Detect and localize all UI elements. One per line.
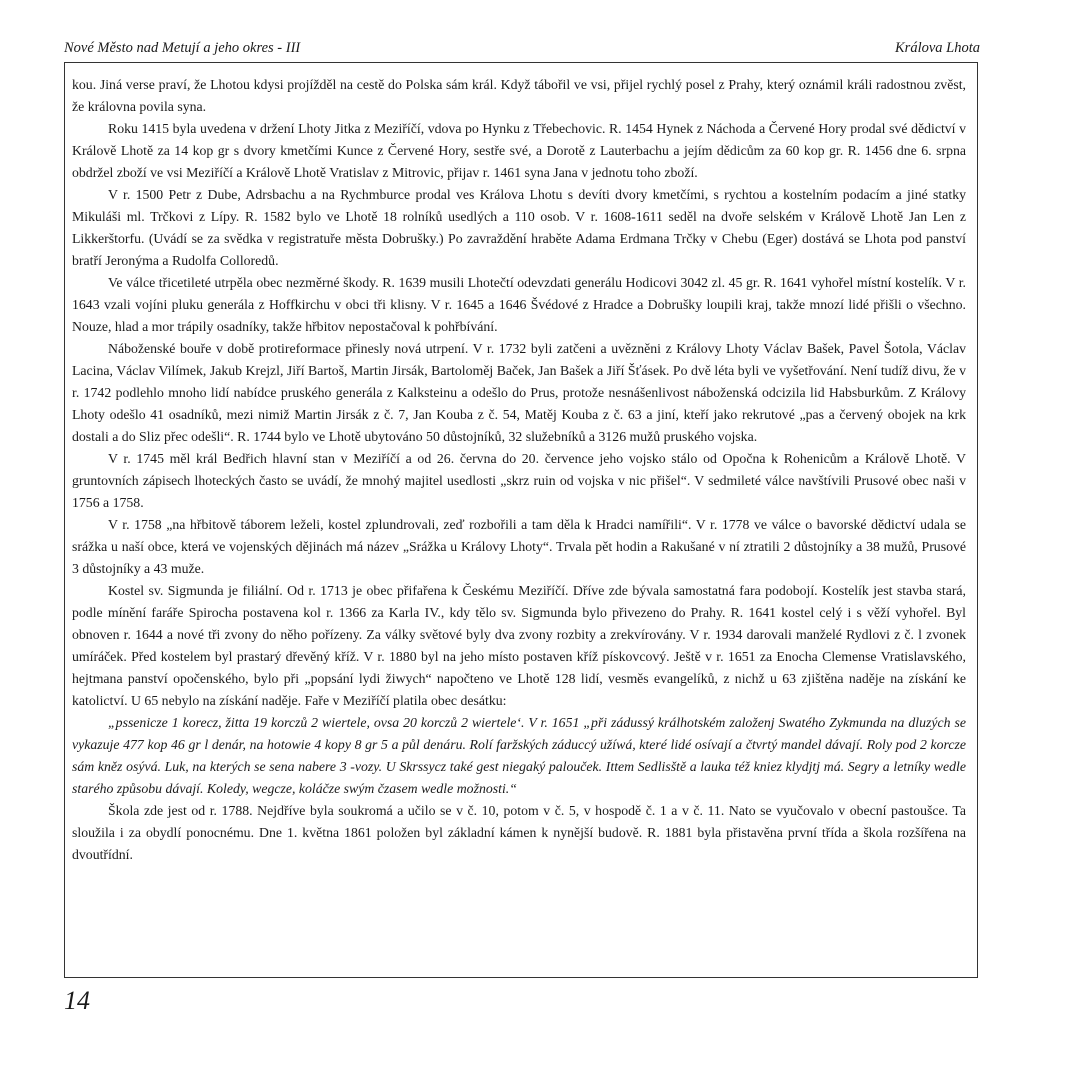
running-header-right: Králova Lhota [895,40,980,56]
paragraph: V r. 1500 Petr z Dube, Adrsbachu a na Rychmburce prodal ves Králova Lhotu s devíti dvory kmetčími, s rychtou a kostelním podacím a jiné statky Mikuláši ml. Trčkovi z Lípy. R. 1582 bylo ve Lhotě 18 rolníků usedlých a 110 osob. V r. 1608-1611 seděl na dvoře selském v Králově Lhotě Jan Len z Likkerštorfu. (Uvádí se za svědka v registratuře města Dobrušky.) Po zavraždění hraběte Adama Erdmana Trčky v Chebu (Eger) dostává se Lhota pod panství bratří Jeronýma a Rudolfa Colloredů. [72,187,966,268]
paragraph: Ve válce třicetileté utrpěla obec nezměrné škody. R. 1639 musili Lhotečtí odevzdati generálu Hodicovi 3042 zl. 45 gr. R. 1641 vyhořel místní kostelík. V r. 1643 vzali vojíni pluku generála z Hoffkirchu v obci tři klisny. V r. 1645 a 1646 Švédové z Hradce a Dobrušky loupili kraj, takže mnozí lidé přišli o všechno. Nouze, hlad a mor trápily osadníky, takže hřbitov nepostačoval k pohřbívání. [72,275,966,334]
page-number: 14 [64,986,90,1015]
paragraph: Náboženské bouře v době protireformace přinesly nová utrpení. V r. 1732 byli zatčeni a uvězněni z Královy Lhoty Václav Bašek, Pavel Šotola, Václav Lacina, Václav Vilímek, Jakub Krejzl, Jiří Bartoš, Martin Jirsák, Bartoloměj Baček, Jan Bašek a Jiří Šťásek. Po dvě léta byli ve vyšetřování. Není tudíž divu, že v r. 1742 podlehlo mnoho lidí nabídce pruského generála z Kalksteinu a odešlo do Prus, protože nesnášenlivost náboženská odcizila lid Habsburkům. Z Královy Lhoty odešlo 41 osadníků, mezi nimiž Martin Jirsák z č. 7, Jan Kouba z č. 54, Matěj Kouba z č. 63 a jiní, kteří jako rekrutové „pas a červený obojek na krk dostali a do Sliz přec odešli“. R. 1744 bylo ve Lhotě ubytováno 50 důstojníků, 32 služebníků a 3126 mužů pruského vojska. [72,341,966,444]
paragraph-continuation: kou. Jiná verse praví, že Lhotou kdysi projížděl na cestě do Polska sám král. Když tábořil ve vsi, přijel rychlý posel z Prahy, který oznámil králi radostnou zvěst, že královna povila syna. [72,77,966,114]
paragraph: Roku 1415 byla uvedena v držení Lhoty Jitka z Meziříčí, vdova po Hynku z Třebechovic. R. 1454 Hynek z Náchoda a Červené Hory prodal své dědictví v Králově Lhotě za 14 kop gr s dvory kmetčími Kunce z Červené Hory, sestře své, a Dorotě z Lauterbachu a jejím dědicům za 60 kop gr. R. 1456 dne 6. srpna obdržel zboží ve vsi Meziříčí a Králově Lhotě Vratislav z Mitrovic, přijav r. 1461 syna Jana v jednotu toho zboží. [72,121,966,180]
paragraph: V r. 1758 „na hřbitově táborem leželi, kostel zplundrovali, zeď rozbořili a tam děla k Hradci namířili“. V r. 1778 ve válce o bavorské dědictví udala se srážka u naší obce, která ve vojenských dějinách má název „Srážka u Královy Lhoty“. Trvala pět hodin a Rakušané v ní ztratili 2 důstojníky a 38 mužů, Prusové 3 důstojníky a 43 muže. [72,517,966,576]
running-header-left: Nové Město nad Metují a jeho okres - III [64,40,301,56]
paragraph: V r. 1745 měl král Bedřich hlavní stan v Meziříčí a od 26. června do 20. července jeho vojsko stálo od Opočna k Rohenicům a Králově Lhotě. V gruntovních zápisech lhoteckých často se uvádí, že mnohý majitel usedlosti „skrz ruin od vojska v nic přišel“. V sedmileté válce navštívili Prusové obec naši v 1756 a 1758. [72,451,966,510]
quoted-passage: „pssenicze 1 korecz, žitta 19 korczů 2 wiertele, ovsa 20 korczů 2 wiertele‘. V r. 1651 „při zádussý králhotském založenj Swatého Zykmunda na dluzých se vykazuje 477 kop 46 gr l denár, na hotowie 4 kopy 8 gr 5 a půl denáru. Rolí faržských záduссý užíwá, které lidé osívají a čtvrtý mandel dávají. Roly pod 2 korcze sám kněz osývá. Luk, na kterých se sena nabere 3 -vozy. U Skrssycz také gest niegaký palouček. Ittem Sedlisště a lauka též kniez klydjtj má. Segry a letníky wedle starého způsobu dávají. Koledy, wegcze, koláčze swým čzasem wedle možnosti.“ [72,715,966,796]
paragraph-school: Škola zde jest od r. 1788. Nejdříve byla soukromá a učilo se v č. 10, potom v č. 5, v hospodě č. 1 a v č. 11. Nato se vyučovalo v obecní pastoušce. Ta sloužila i za obydlí ponocnému. Dne 1. května 1861 položen byl základní kámen k nynější budově. R. 1881 byla přistavěna první třída a škola rozšířena na dvoutřídní. [72,803,966,862]
paragraph: Kostel sv. Sigmunda je filiální. Od r. 1713 je obec přifařena k Českému Meziříčí. Dříve zde bývala samostatná fara podobojí. Kostelík jest stavba stará, podle mínění faráře Spirocha postavena kol r. 1366 za Karla IV., kdy tělo sv. Sigmunda bylo přivezeno do Prahy. R. 1641 kostel celý i s věží vyhořel. Byl obnoven r. 1644 a nové tři zvony do něho pořízeny. Za války světové byly dva zvony rozbity a zrekvírovány. V r. 1934 darovali manželé Rydlovi z č. l zvonek umíráček. Před kostelem byl prastarý dřevěný kříž. V r. 1880 byl na jeho místo postaven kříž pískovcový. Ještě v r. 1651 za Enocha Clemense Vratislavského, hejtmana panství opočenského, bylo při „popsání lydi žiwych“ napočteno ve Lhotě 128 lidí, vesměs evangelíků, z nichž u 63 zjištěna naděje na získání ke katolictví. U 65 nebylo na získání naděje. Faře v Meziříčí platila obec desátku: [72,583,966,708]
page-body [72,74,966,866]
